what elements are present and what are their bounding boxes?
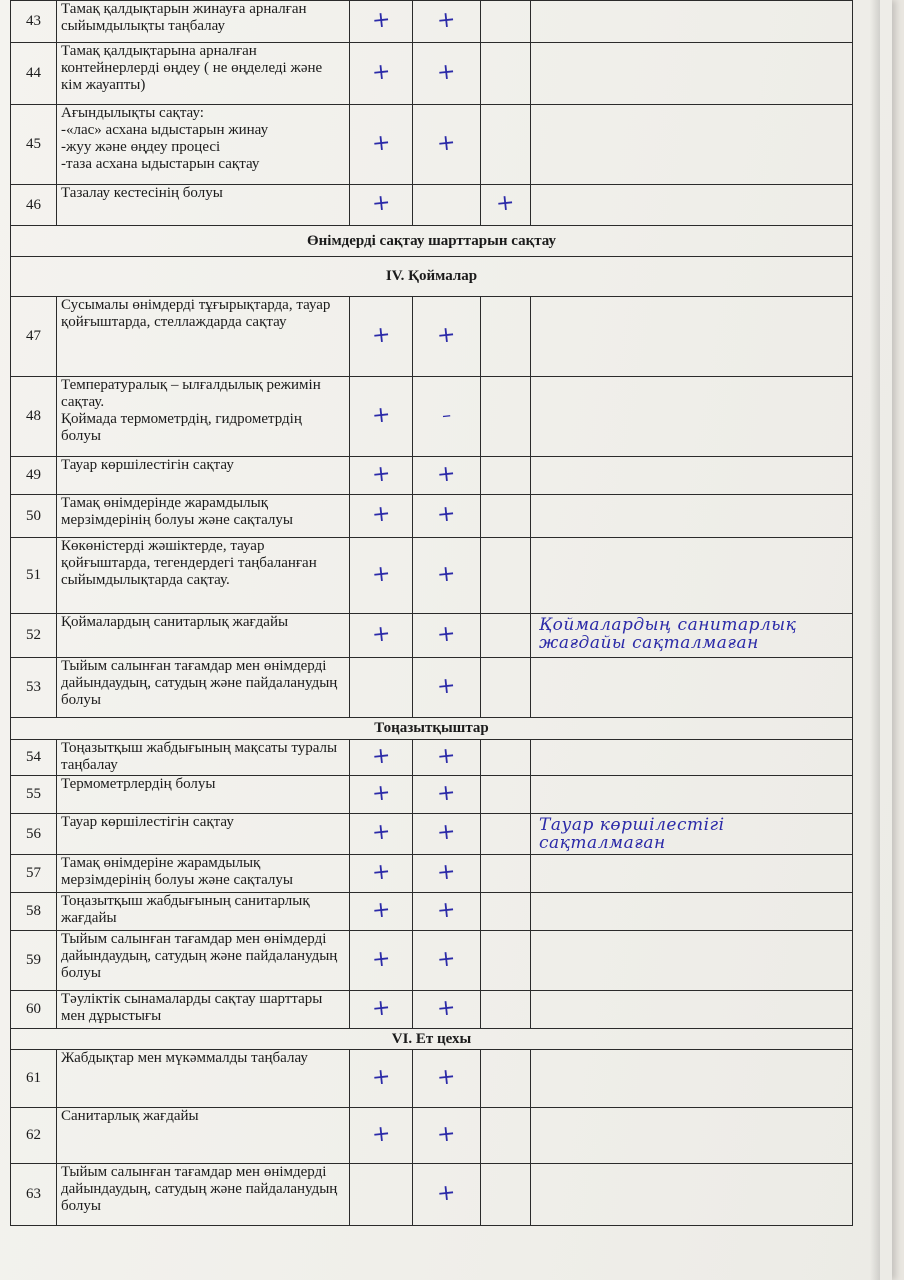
handwritten-mark: +	[436, 779, 457, 807]
handwritten-mark: +	[370, 1120, 392, 1148]
row-number: 60	[11, 991, 57, 1029]
requirement-text: Термометрлердің болуы	[57, 776, 350, 814]
checklist-row	[11, 297, 853, 377]
requirement-text: Санитарлық жағдайы	[57, 1108, 350, 1164]
mark-cell-3	[481, 931, 531, 991]
mark-cell-2	[413, 931, 481, 991]
mark-cell-1	[350, 1164, 413, 1226]
requirement-text: Тамақ өнімдеріне жарамдылық мерзімдерінің болуы және сақталуы	[57, 855, 350, 893]
handwritten-mark: +	[370, 6, 392, 34]
mark-cell-3	[481, 1108, 531, 1164]
requirement-text: Көкөністерді жәшіктерде, тауар қойғыштарда, тегендердегі таңбаланған сыйымдылықтарда сақтау.	[57, 538, 350, 614]
mark-cell-2	[413, 855, 481, 893]
requirement-text: Тыйым салынған тағамдар мен өнімдерді дайындаудың, сатудың және пайдаланудың болуы	[57, 658, 350, 718]
requirement-text: Тауар көршілестігін сақтау	[57, 814, 350, 855]
handwritten-mark: +	[436, 6, 457, 34]
handwritten-mark: +	[370, 190, 392, 217]
handwritten-mark: +	[436, 819, 457, 846]
handwritten-mark: +	[436, 1120, 457, 1148]
remark-cell	[531, 377, 853, 457]
remark-cell	[531, 495, 853, 538]
handwritten-mark: +	[370, 994, 392, 1022]
handwritten-mark: +	[436, 994, 457, 1022]
mark-cell-2	[413, 105, 481, 185]
mark-cell-3	[481, 893, 531, 931]
remark-cell: Тауар көршілестігі сақталмаған	[531, 814, 853, 855]
row-number: 48	[11, 377, 57, 457]
mark-cell-1	[350, 855, 413, 893]
handwritten-mark: +	[436, 896, 457, 924]
mark-cell-3	[481, 855, 531, 893]
requirement-text: Жабдықтар мен мүкәммалды таңбалау	[57, 1050, 350, 1108]
mark-cell-2	[413, 1108, 481, 1164]
inspection-checklist-table	[10, 0, 853, 1226]
mark-cell-2	[413, 495, 481, 538]
remark-cell	[531, 1, 853, 43]
mark-cell-1	[350, 658, 413, 718]
requirement-text: Тамақ өнімдерінде жарамдылық мерзімдерінің болуы және сақталуы	[57, 495, 350, 538]
handwritten-mark: +	[436, 129, 457, 157]
handwritten-mark: +	[370, 58, 392, 86]
requirement-text: Тамақ қалдықтарына арналған контейнерлерді өңдеу ( не өңделеді және кім жауапты)	[57, 43, 350, 105]
mark-cell-1	[350, 740, 413, 776]
mark-cell-2	[413, 377, 481, 457]
mark-cell-1	[350, 538, 413, 614]
mark-cell-1	[350, 1108, 413, 1164]
row-number: 45	[11, 105, 57, 185]
remark-cell	[531, 1164, 853, 1226]
checklist-row	[11, 893, 853, 931]
checklist-row	[11, 43, 853, 105]
mark-cell-1	[350, 457, 413, 495]
remark-cell	[531, 43, 853, 105]
handwritten-mark: +	[370, 129, 392, 157]
checklist-row	[11, 495, 853, 538]
remark-cell: Қоймалардың санитарлық жағдайы сақталмаған	[531, 614, 853, 658]
mark-cell-3	[481, 377, 531, 457]
handwritten-mark: +	[436, 1179, 457, 1207]
mark-cell-2	[413, 658, 481, 718]
mark-cell-3	[481, 658, 531, 718]
requirement-text: Сусымалы өнімдерді тұғырықтарда, тауар қойғыштарда, стеллаждарда сақтау	[57, 297, 350, 377]
mark-cell-3	[481, 1164, 531, 1226]
requirement-text: Тыйым салынған тағамдар мен өнімдерді дайындаудың, сатудың және пайдаланудың болуы	[57, 931, 350, 991]
checklist-row	[11, 740, 853, 776]
handwritten-mark: +	[495, 190, 516, 217]
mark-cell-3	[481, 614, 531, 658]
mark-cell-1	[350, 495, 413, 538]
row-number: 50	[11, 495, 57, 538]
mark-cell-3	[481, 457, 531, 495]
mark-cell-2	[413, 991, 481, 1029]
handwritten-mark: –	[440, 404, 453, 427]
remark-cell	[531, 776, 853, 814]
mark-cell-2	[413, 1050, 481, 1108]
checklist-row	[11, 855, 853, 893]
row-number: 63	[11, 1164, 57, 1226]
section-row	[11, 718, 853, 740]
handwritten-mark: +	[436, 501, 457, 528]
remark-cell	[531, 1050, 853, 1108]
mark-cell-1	[350, 814, 413, 855]
mark-cell-3	[481, 776, 531, 814]
mark-cell-2	[413, 185, 481, 226]
mark-cell-2	[413, 1, 481, 43]
handwritten-mark: +	[370, 779, 392, 807]
row-number: 49	[11, 457, 57, 495]
section-row	[11, 226, 853, 257]
row-number: 59	[11, 931, 57, 991]
handwritten-mark: +	[436, 858, 457, 886]
handwritten-mark: +	[370, 858, 392, 886]
mark-cell-2	[413, 776, 481, 814]
mark-cell-3	[481, 1, 531, 43]
remark-cell	[531, 538, 853, 614]
requirement-text: Тәуліктік сынамаларды сақтау шарттары мен дұрыстығы	[57, 991, 350, 1029]
row-number: 54	[11, 740, 57, 776]
section-heading: IV. Қоймалар	[11, 257, 853, 297]
requirement-text: Тоңазытқыш жабдығының мақсаты туралы таңбалау	[57, 740, 350, 776]
handwritten-mark: +	[370, 321, 392, 349]
mark-cell-2	[413, 614, 481, 658]
handwritten-mark: +	[370, 460, 392, 488]
mark-cell-3	[481, 185, 531, 226]
row-number: 58	[11, 893, 57, 931]
mark-cell-1	[350, 297, 413, 377]
mark-cell-2	[413, 814, 481, 855]
handwritten-mark: +	[436, 742, 457, 770]
mark-cell-3	[481, 43, 531, 105]
mark-cell-2	[413, 43, 481, 105]
remark-cell	[531, 297, 853, 377]
page-edge-shadow	[870, 0, 880, 1280]
handwritten-mark: +	[436, 1063, 457, 1091]
handwritten-mark: +	[370, 1063, 392, 1091]
row-number: 43	[11, 1, 57, 43]
checklist-row	[11, 658, 853, 718]
handwritten-mark: +	[436, 560, 457, 588]
checklist-row	[11, 931, 853, 991]
requirement-text: Тауар көршілестігін сақтау	[57, 457, 350, 495]
handwritten-mark: +	[370, 742, 392, 770]
mark-cell-1	[350, 991, 413, 1029]
section-heading: VI. Ет цехы	[11, 1029, 853, 1050]
mark-cell-1	[350, 893, 413, 931]
checklist-row	[11, 991, 853, 1029]
handwritten-mark: +	[436, 672, 457, 700]
checklist-row	[11, 1108, 853, 1164]
handwritten-mark: +	[370, 819, 392, 846]
mark-cell-1	[350, 1, 413, 43]
handwritten-mark: +	[370, 401, 392, 429]
row-number: 61	[11, 1050, 57, 1108]
checklist-row	[11, 814, 853, 855]
mark-cell-1	[350, 614, 413, 658]
handwritten-mark: +	[370, 501, 392, 528]
remark-cell	[531, 185, 853, 226]
remark-cell	[531, 457, 853, 495]
remark-cell	[531, 658, 853, 718]
remark-cell	[531, 931, 853, 991]
section-row	[11, 1029, 853, 1050]
row-number: 57	[11, 855, 57, 893]
requirement-text: Тамақ қалдықтарын жинауға арналған сыйымдылықты таңбалау	[57, 1, 350, 43]
mark-cell-3	[481, 495, 531, 538]
mark-cell-1	[350, 776, 413, 814]
mark-cell-1	[350, 1050, 413, 1108]
row-number: 47	[11, 297, 57, 377]
remark-cell	[531, 105, 853, 185]
row-number: 51	[11, 538, 57, 614]
mark-cell-3	[481, 538, 531, 614]
mark-cell-2	[413, 457, 481, 495]
row-number: 52	[11, 614, 57, 658]
mark-cell-2	[413, 538, 481, 614]
requirement-text: Тоңазытқыш жабдығының санитарлық жағдайы	[57, 893, 350, 931]
handwritten-mark: +	[370, 560, 392, 588]
remark-cell	[531, 855, 853, 893]
mark-cell-3	[481, 991, 531, 1029]
mark-cell-3	[481, 740, 531, 776]
mark-cell-1	[350, 185, 413, 226]
checklist-row	[11, 1, 853, 43]
checklist-row	[11, 538, 853, 614]
row-number: 44	[11, 43, 57, 105]
mark-cell-3	[481, 105, 531, 185]
requirement-text: Қоймалардың санитарлық жағдайы	[57, 614, 350, 658]
mark-cell-2	[413, 1164, 481, 1226]
remark-cell	[531, 893, 853, 931]
checklist-row	[11, 185, 853, 226]
checklist-row	[11, 776, 853, 814]
row-number: 62	[11, 1108, 57, 1164]
checklist-row	[11, 1050, 853, 1108]
handwritten-mark: +	[436, 620, 457, 648]
checklist-row	[11, 614, 853, 658]
remark-cell	[531, 740, 853, 776]
mark-cell-2	[413, 297, 481, 377]
row-number: 55	[11, 776, 57, 814]
handwritten-mark: +	[436, 321, 457, 349]
checklist-row	[11, 457, 853, 495]
checklist-row	[11, 377, 853, 457]
mark-cell-2	[413, 740, 481, 776]
checklist-row	[11, 1164, 853, 1226]
remark-cell	[531, 1108, 853, 1164]
handwritten-mark: +	[436, 945, 457, 973]
mark-cell-3	[481, 1050, 531, 1108]
section-heading: Тоңазытқыштар	[11, 718, 853, 740]
handwritten-mark: +	[370, 945, 392, 973]
mark-cell-1	[350, 105, 413, 185]
mark-cell-1	[350, 931, 413, 991]
handwritten-mark: +	[436, 58, 457, 86]
requirement-text: Температуралық – ылғалдылық режимін сақтау. Қоймада термометрдің, гидрометрдің болуы	[57, 377, 350, 457]
mark-cell-1	[350, 377, 413, 457]
checklist-row	[11, 105, 853, 185]
requirement-text: Тазалау кестесінің болуы	[57, 185, 350, 226]
requirement-text: Ағындылықты сақтау: -«лас» асхана ыдыстарын жинау -жуу және өңдеу процесі -таза асхана ыдыстарын сақтау	[57, 105, 350, 185]
handwritten-mark: +	[436, 460, 457, 488]
mark-cell-3	[481, 814, 531, 855]
row-number: 56	[11, 814, 57, 855]
handwritten-mark: +	[370, 896, 392, 924]
mark-cell-3	[481, 297, 531, 377]
row-number: 46	[11, 185, 57, 226]
section-row	[11, 257, 853, 297]
mark-cell-1	[350, 43, 413, 105]
section-heading: Өнімдерді сақтау шарттарын сақтау	[11, 226, 853, 257]
remark-cell	[531, 991, 853, 1029]
row-number: 53	[11, 658, 57, 718]
handwritten-mark: +	[370, 620, 392, 648]
requirement-text: Тыйым салынған тағамдар мен өнімдерді дайындаудың, сатудың және пайдаланудың болуы	[57, 1164, 350, 1226]
mark-cell-2	[413, 893, 481, 931]
